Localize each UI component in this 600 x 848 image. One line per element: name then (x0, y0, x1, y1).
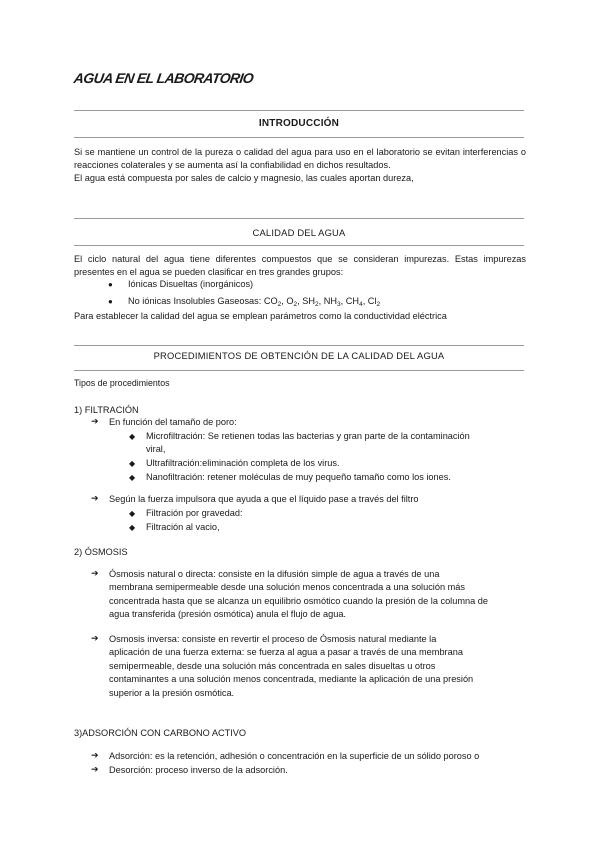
tipos-label: Tipos de procedimientos (74, 378, 170, 388)
gas-formula (264, 296, 281, 306)
bullet-dot-icon: ● (108, 280, 113, 289)
osmosis-natural-item (109, 568, 488, 622)
osmosis-inversa-line: semipermeable, desde una solución más concentrada en sales disueltas u otros (109, 660, 436, 671)
desorcion-item: Desorción: proceso inverso de la adsorción. (109, 765, 288, 775)
osmosis-inversa-line: aplicación de una fuerza externa: se fuerza al agua a pasar a través de una membrana (109, 647, 463, 658)
divider (74, 370, 524, 371)
microfiltracion-text-1: Microfiltración: Se retienen todas las bacterias y gran parte de la contaminación (146, 431, 470, 441)
arrow-right-icon: ➔ (91, 750, 99, 760)
osmosis-natural-line: membrana semipermeable desde una solución menos concentrada a una solución más (109, 582, 465, 593)
divider (74, 137, 524, 138)
diamond-bullet-icon: ◆ (129, 523, 136, 532)
divider (74, 110, 524, 111)
gas-formula-subscript: 2 (376, 301, 381, 308)
impurity-group-ionic: Iónicas Disueltas (inorgánicos) (128, 279, 254, 289)
impurity-group-nonionic (128, 295, 380, 308)
filtracion-group-poro: En función del tamaño de poro: (109, 417, 237, 427)
osmosis-inversa-item (109, 633, 473, 700)
gas-formula-base: O (286, 296, 294, 306)
section-heading-calidad: CALIDAD DEL AGUA (252, 227, 346, 238)
intro-paragraph-2: El agua está compuesta por sales de calcio y magnesio, las cuales aportan dureza, (74, 173, 414, 183)
osmosis-inversa-line: superior a la presión osmótica. (109, 687, 235, 698)
gas-formula (302, 296, 318, 306)
filtracion-group-fuerza: Según la fuerza impulsora que ayuda a que el líquido pase a través del filtro (109, 494, 419, 504)
calidad-paragraph: El ciclo natural del agua tiene diferentes compuestos que se consideran impurezas. Estas impurezas presentes en el agua se pueden clasificar en tres grandes grupos: (74, 254, 526, 277)
gas-formula (368, 296, 380, 306)
gas-formula-base: Cl (367, 296, 377, 306)
divider (74, 218, 524, 219)
gas-formula (324, 296, 341, 306)
adsorcion-item: Adsorción: es la retención, adhesión o concentración en la superficie de un sólido poroso o (109, 751, 480, 761)
impurity-group-nonionic-label: No iónicas Insolubles Gaseosas: (128, 296, 262, 306)
diamond-bullet-icon: ◆ (129, 473, 136, 482)
gas-formula (346, 296, 363, 306)
osmosis-natural-line: Ósmosis natural o directa: consiste en la difusión simple de agua a través de una (109, 569, 440, 579)
filtracion-heading: 1) FILTRACIÓN (74, 405, 139, 415)
intro-paragraph: Si se mantiene un control de la pureza o calidad del agua para uso en el laboratorio se evitan interferencias o reacciones colaterales y se aumenta así la confiabilidad en dichos resultados. (74, 147, 526, 170)
nanofiltracion-item: Nanofiltración: retener moléculas de muy pequeño tamaño como los iones. (146, 472, 451, 482)
gas-formula-base: CO (263, 296, 278, 306)
osmosis-inversa-line: Osmosis inversa: consiste en revertir el proceso de Ósmosis natural mediante la (109, 634, 437, 644)
gas-formula-base: SH (302, 296, 316, 306)
arrow-right-icon: ➔ (91, 764, 99, 774)
osmosis-natural-line: concentrada hasta que se alcanza un equilibrio osmótico cuando la presión de la columna de (109, 595, 488, 606)
section-heading-procedimientos: PROCEDIMIENTOS DE OBTENCIÓN DE LA CALIDAD DEL AGUA (153, 350, 445, 361)
filtracion-vacio-item: Filtración al vacio, (146, 522, 220, 532)
arrow-right-icon: ➔ (91, 493, 99, 503)
divider (74, 345, 524, 346)
document-title: AGUA EN EL LABORATORIO (72, 70, 255, 86)
diamond-bullet-icon: ◆ (129, 509, 136, 518)
gas-formula-subscript: 2 (315, 301, 319, 308)
filtracion-gravedad-item: Filtración por gravedad: (146, 508, 243, 518)
microfiltracion-item (146, 430, 470, 457)
gas-formula-subscript: 2 (293, 301, 298, 308)
gas-formula (286, 296, 297, 306)
section-heading-introduccion: INTRODUCCIÓN (258, 118, 340, 129)
gas-formula-subscript: 2 (277, 301, 282, 308)
microfiltracion-text-2: viral, (146, 444, 166, 455)
arrow-right-icon: ➔ (91, 568, 99, 578)
calidad-closing: Para establecer la calidad del agua se emplean parámetros como la conductividad eléctrica (74, 311, 447, 321)
arrow-right-icon: ➔ (91, 633, 99, 643)
gas-formula-base: NH (323, 296, 338, 306)
adsorcion-heading: 3)ADSORCIÓN CON CARBONO ACTIVO (74, 728, 247, 738)
diamond-bullet-icon: ◆ (129, 459, 136, 468)
divider (74, 245, 524, 246)
gas-formula-subscript: 3 (337, 301, 341, 308)
osmosis-natural-line: agua transferida (presión osmótica) anula el flujo de agua. (109, 609, 346, 620)
ultrafiltracion-item: Ultrafiltración:eliminación completa de los virus. (146, 458, 340, 468)
bullet-dot-icon: ● (108, 297, 113, 306)
gas-formula-base: CH (345, 296, 360, 306)
osmosis-heading: 2) ÓSMOSIS (74, 547, 128, 557)
diamond-bullet-icon: ◆ (129, 432, 136, 441)
arrow-right-icon: ➔ (91, 416, 99, 426)
osmosis-inversa-line: contaminantes a una solución menos concentrada, mediante la aplicación de una presión (109, 674, 474, 685)
gas-formula-subscript: 4 (359, 301, 363, 308)
gas-formula-list: $CO_2$, $O_2$, $SH_2$, $NH_3$, $CH_4$, $Cl_2$ (263, 296, 381, 308)
